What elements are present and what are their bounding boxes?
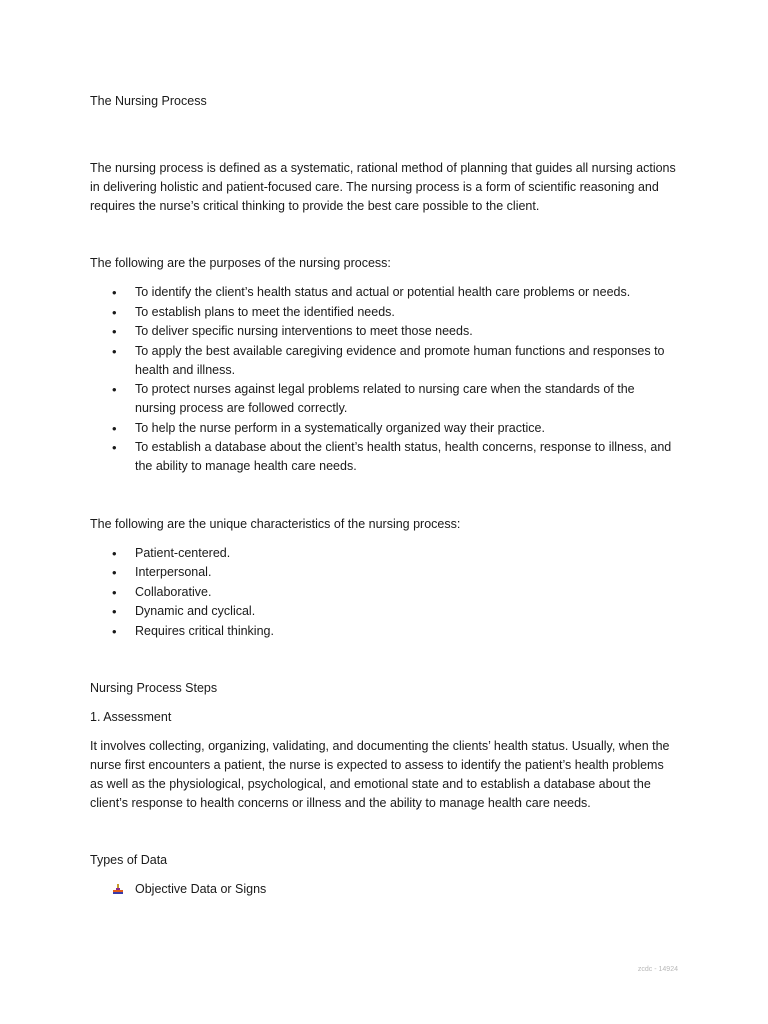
bullet-icon: • <box>112 584 117 600</box>
intro-paragraph: The nursing process is defined as a systematic, rational method of planning that guides all nursing actions in delivering holistic and patient-focused care. The nursing process is a form of scientific reasoning and requires the nurse’s critical thinking to provide the best care possible to the client. <box>90 161 676 213</box>
bullet-icon: • <box>112 382 117 397</box>
list-item: • Interpersonal. <box>112 565 212 580</box>
types-of-data-heading: Types of Data <box>90 853 168 867</box>
data-type-icon <box>112 883 124 895</box>
bullet-icon: • <box>112 324 117 339</box>
list-item: • Dynamic and cyclical. <box>112 604 256 619</box>
list-item: • To establish plans to meet the identified needs. <box>112 304 395 320</box>
bullet-icon: • <box>112 343 117 359</box>
list-item: • To establish a database about the client’s health status, health concerns, response to illness, and the ability to manage health care needs. <box>112 440 672 473</box>
step-assessment-text: It involves collecting, organizing, validating, and documenting the clients’ health status. Usually, when the nurse first encounters a patient, the nurse is expected to assess to identify the patient’s health problems as well as the physiological, psychological, and emotional state and to establish a database about the client’s response to health concerns or illness and the ability to manage health care needs. <box>90 739 670 810</box>
bullet-icon: • <box>112 623 117 639</box>
data-type-label: Objective Data or Signs <box>135 882 267 896</box>
characteristics-list <box>90 544 678 641</box>
list-item: • To protect nurses against legal problems related to nursing care when the standards of the nursing process are followed correctly. <box>112 382 635 415</box>
document-title: The Nursing Process <box>90 94 207 108</box>
characteristics-heading: The following are the unique characteristics of the nursing process: <box>90 516 461 531</box>
bullet-icon: • <box>112 545 117 561</box>
bullet-icon: • <box>112 565 117 580</box>
page-footer: zcdc - 14924 <box>637 966 678 973</box>
steps-heading: Nursing Process Steps <box>90 681 218 695</box>
list-item: • Requires critical thinking. <box>112 623 274 639</box>
list-item: • Patient-centered. <box>112 545 231 561</box>
bullet-icon: • <box>112 285 117 300</box>
purposes-heading: The following are the purposes of the nursing process: <box>90 256 391 270</box>
list-item: • To deliver specific nursing interventions to meet those needs. <box>112 324 473 339</box>
list-item: • Collaborative. <box>112 584 212 600</box>
bullet-icon: • <box>112 304 117 320</box>
list-item: • To apply the best available caregiving evidence and promote human functions and responses to health and illness. <box>112 343 665 377</box>
purposes-list <box>90 283 678 476</box>
document-page <box>90 92 678 899</box>
list-item: • To identify the client’s health status and actual or potential health care problems or needs. <box>112 285 631 300</box>
bullet-icon: • <box>112 420 117 436</box>
bullet-icon: • <box>112 604 117 619</box>
list-item: • To help the nurse perform in a systematically organized way their practice. <box>112 420 545 436</box>
list-item <box>90 880 678 899</box>
bullet-icon: • <box>112 440 117 455</box>
step-assessment-heading: 1. Assessment <box>90 710 172 724</box>
